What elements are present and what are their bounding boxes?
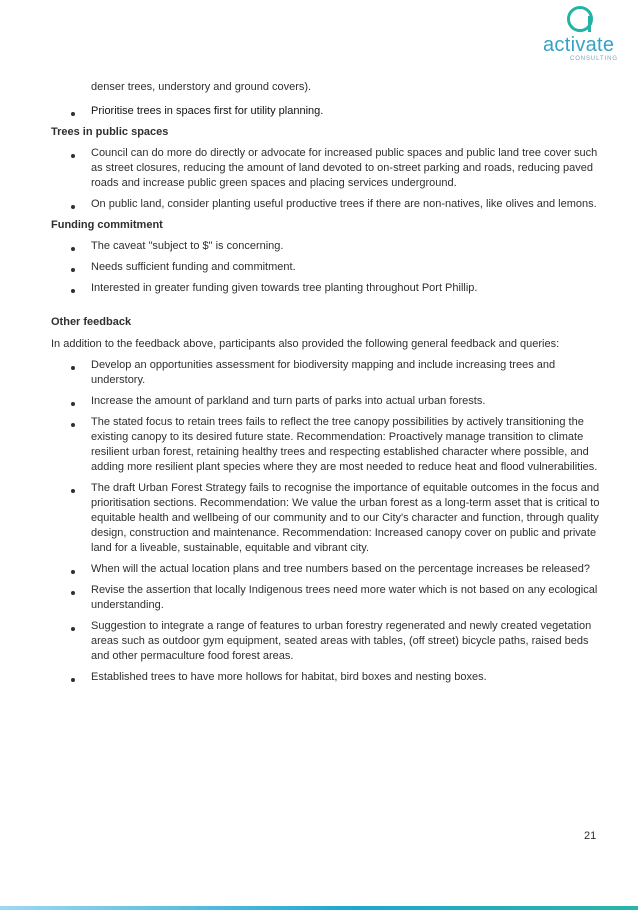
utility-list (51, 104, 601, 119)
list-item: Council can do more do directly or advocate for increased public spaces and public land tree cover such as street closures, reducing the amount of land devoted to on-street parking and roads, reducing paved roads and increase public green spaces and placing services underground. (51, 146, 601, 191)
document-body (51, 80, 601, 685)
funding-list (51, 239, 601, 296)
list-item: On public land, consider planting useful productive trees if there are non-natives, like olives and lemons. (51, 197, 601, 212)
list-item: Revise the assertion that locally Indigenous trees need more water which is not based on any ecological understanding. (51, 583, 601, 613)
list-item: Suggestion to integrate a range of features to urban forestry regenerated and newly created vegetation areas such as outdoor gym equipment, seated areas with tables, (off street) bicycle paths, raised beds and other permaculture food forest areas. (51, 619, 601, 664)
list-item: The draft Urban Forest Strategy fails to recognise the importance of equitable outcomes in the focus and prioritisation sections. Recommendation: We value the urban forest as a long-term asset that is critical to equitable health and wellbeing of our community and to our City's character and function, through quality design, construction and maintenance. Recommendation: Increased canopy cover on public and private land for a liveable, sustainable, equitable and vibrant city. (51, 481, 601, 556)
page-number: 21 (584, 830, 597, 842)
list-item: Increase the amount of parkland and turn parts of parks into actual urban forests. (51, 394, 601, 409)
list-item: Needs sufficient funding and commitment. (51, 260, 601, 275)
logo-stem-icon (588, 16, 591, 32)
section-heading-funding: Funding commitment (51, 219, 163, 231)
logo-wordmark: activate (543, 34, 615, 56)
activate-consulting-logo (540, 6, 626, 62)
other-feedback-list (51, 358, 601, 685)
section-heading-other-feedback: Other feedback (51, 316, 132, 328)
footer-accent-bar (0, 906, 638, 910)
logo-subtitle: CONSULTING (570, 56, 618, 62)
list-item: Prioritise trees in spaces first for utility planning. (51, 104, 601, 119)
list-item: Develop an opportunities assessment for biodiversity mapping and include increasing trees and understory. (51, 358, 601, 388)
list-item: Interested in greater funding given towards tree planting throughout Port Phillip. (51, 281, 601, 296)
public-spaces-list (51, 146, 601, 212)
other-feedback-intro: In addition to the feedback above, participants also provided the following general feedback and queries: (51, 338, 560, 350)
list-item: When will the actual location plans and tree numbers based on the percentage increases be released? (51, 562, 601, 577)
list-item: The caveat "subject to $" is concerning. (51, 239, 601, 254)
list-item: The stated focus to retain trees fails to reflect the tree canopy possibilities by actively transitioning the existing canopy to its desired future state. Recommendation: Proactively manage transition to climate resilient urban forest, retaining healthy trees and respecting established character where possible, and adding more resilient plant species where they are most needed to reduce heat and flood vulnerabilities. (51, 415, 601, 475)
continued-text: denser trees, understory and ground covers). (91, 81, 312, 93)
list-item: Established trees to have more hollows for habitat, bird boxes and nesting boxes. (51, 670, 601, 685)
section-heading-public-spaces: Trees in public spaces (51, 126, 169, 138)
